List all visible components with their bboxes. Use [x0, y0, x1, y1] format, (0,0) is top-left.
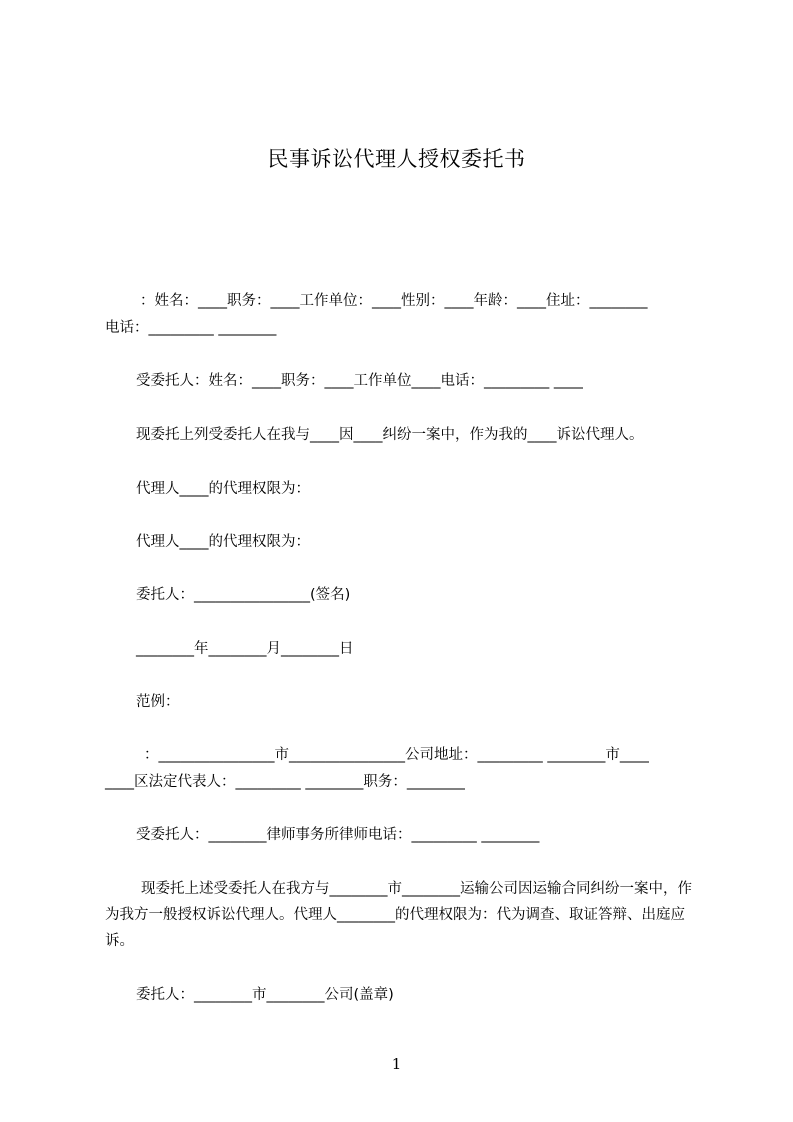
entrustment-statement: 现委托上列受委托人在我与____因____纠纷一案中，作为我的____诉讼代理人。: [136, 427, 644, 443]
principal-signature-line: 委托人：________________(签名): [136, 587, 351, 603]
agent-authority-line-2: 代理人____的代理权限为：: [136, 534, 310, 550]
principal-phone-line: 电话：_________ ________: [105, 320, 277, 336]
example-heading: 范例：: [136, 694, 180, 710]
example-principal-seal-line: 委托人：________市________公司(盖章): [136, 987, 394, 1003]
example-representative-line: ____区法定代表人：_________ ________职务：________: [105, 774, 465, 790]
example-principal-line: ：________________市________________公司地址：_________ ________市____: [144, 747, 649, 763]
agent-info-line: 受委托人：姓名：____职务：____工作单位____电话：_________ ____: [136, 373, 583, 389]
date-line: ________年________月________日: [136, 641, 354, 657]
document-title: 民事诉讼代理人授权委托书: [267, 147, 526, 171]
principal-info-line: ：姓名：____职务：____工作单位：____性别：____年龄：____住址：________: [140, 293, 648, 309]
example-agent-line: 受委托人：________律师事务所律师电话：_________ ________: [136, 827, 540, 843]
example-entrustment-paragraph: 现委托上述受委托人在我方与________市________运输公司因运输合同纠纷一案中，作为我方一般授权诉讼代理人。代理人________的代理权限为：代为调查、取证答辩、出庭应诉。: [105, 881, 692, 949]
page-number: 1: [391, 1055, 402, 1073]
agent-authority-line-1: 代理人____的代理权限为：: [136, 481, 310, 497]
